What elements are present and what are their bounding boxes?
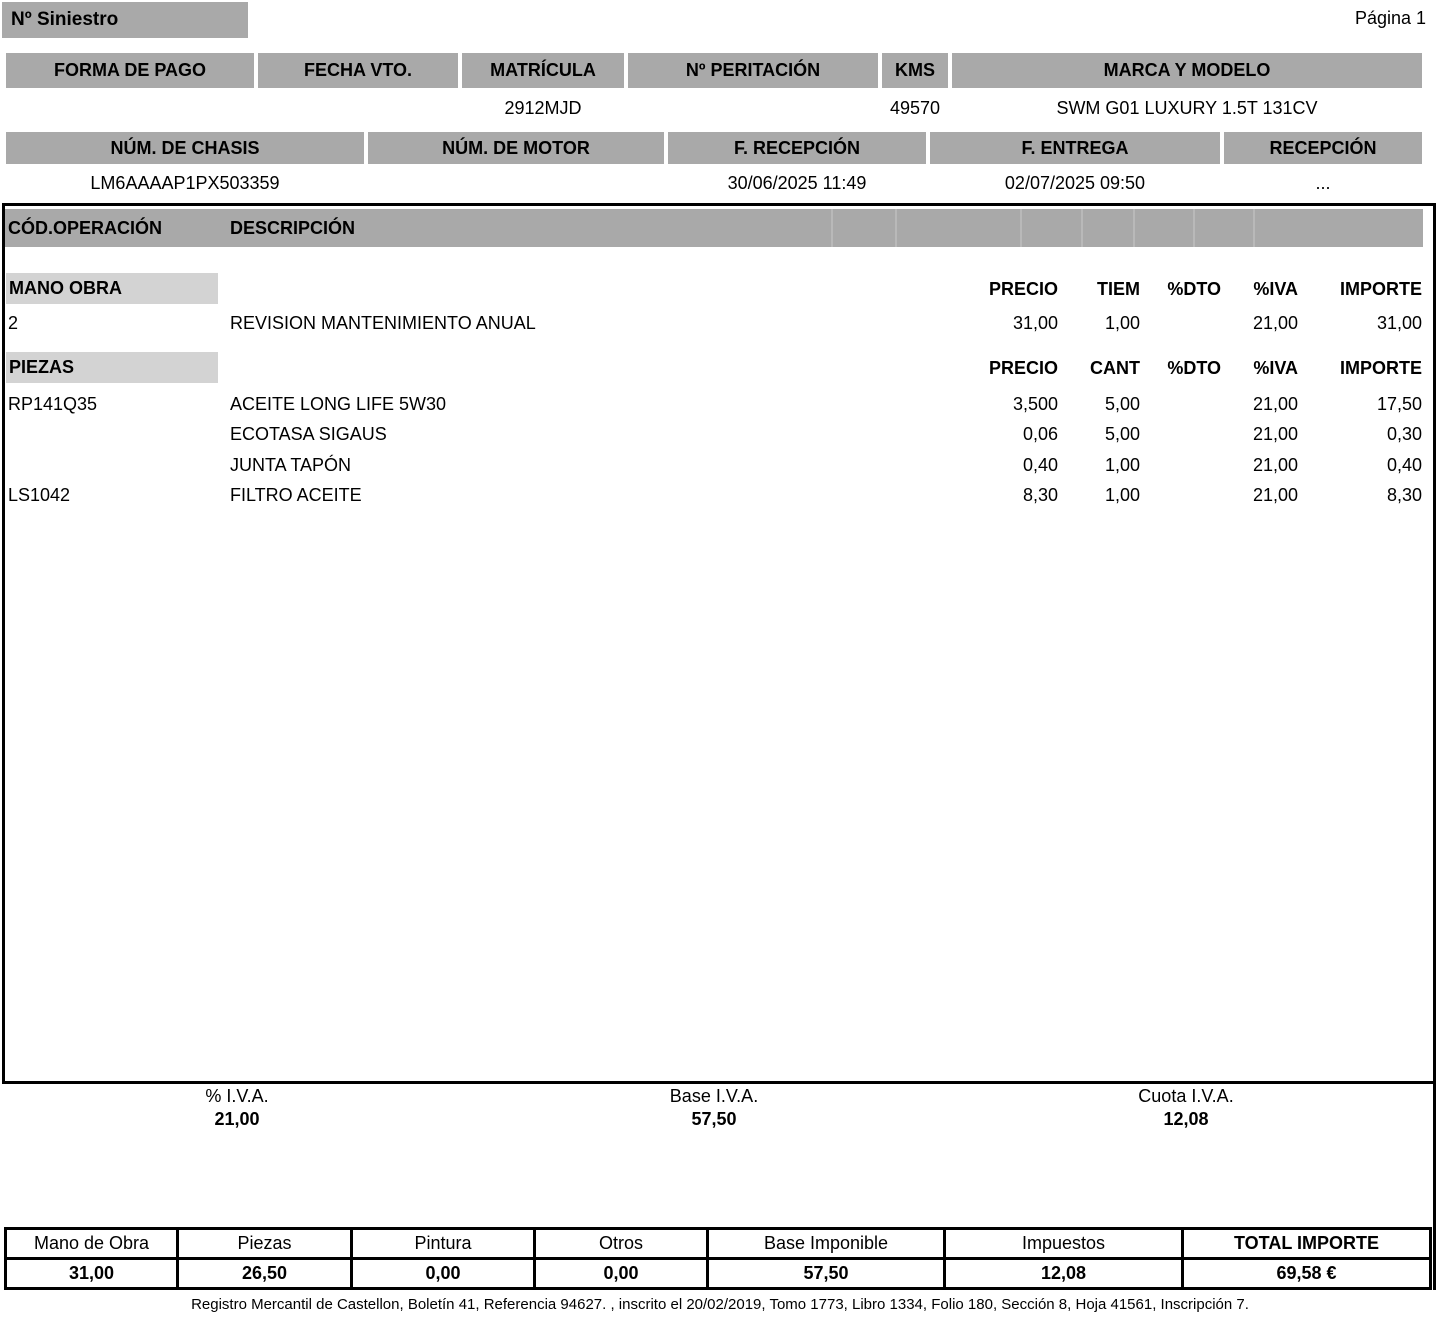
column-divider [1253,209,1255,247]
header-recepcion: RECEPCIÓN [1224,132,1422,164]
col-precio-header: PRECIO [988,358,1058,378]
part-importe: 0,30 [1386,424,1422,444]
part-cant: 5,00 [1104,394,1140,414]
claim-number-badge: Nº Siniestro [2,2,248,38]
header-kms: KMS [882,53,948,88]
iva-cuota-value: 12,08 [1163,1109,1209,1129]
part-code: LS1042 [8,485,71,505]
operation-description: REVISION MANTENIMIENTO ANUAL [230,313,536,333]
part-precio: 0,06 [1022,424,1058,444]
col-importe-header: IMPORTE [1339,358,1422,378]
col-iva-header: %IVA [1253,358,1298,378]
part-precio: 3,500 [1012,394,1058,414]
part-iva: 21,00 [1252,485,1298,505]
totals-table [4,1227,1432,1290]
iva-base-block [594,1086,834,1130]
part-importe: 0,40 [1386,455,1422,475]
column-divider [895,209,897,247]
mano-obra-column-headers [5,275,1433,303]
part-code: RP141Q35 [8,394,98,414]
header-fecha-vto: FECHA VTO. [258,53,458,88]
value-marca-modelo: SWM G01 LUXURY 1.5T 131CV [1056,97,1318,118]
part-importe: 8,30 [1386,485,1422,505]
total-header-pintura: Pintura [353,1230,533,1257]
part-description: FILTRO ACEITE [230,485,362,505]
total-header-base-imponible: Base Imponible [709,1230,943,1257]
total-header-total-importe: TOTAL IMPORTE [1184,1230,1429,1257]
iva-percent-block [117,1086,357,1130]
totals-section [2,1084,1436,1290]
part-cant: 5,00 [1104,424,1140,444]
section-mano-obra: MANO OBRA [6,273,218,304]
part-iva: 21,00 [1252,394,1298,414]
part-row [5,451,1433,479]
header-forma-de-pago: FORMA DE PAGO [6,53,254,88]
part-row [5,481,1433,509]
page-number: Página 1 [1354,8,1426,28]
part-description: JUNTA TAPÓN [230,455,352,475]
part-description: ECOTASA SIGAUS [230,424,387,444]
total-value-impuestos: 12,08 [946,1260,1181,1287]
part-precio: 0,40 [1022,455,1058,475]
value-num-chasis: LM6AAAAP1PX503359 [90,172,280,193]
header-num-peritacion: Nº PERITACIÓN [628,53,878,88]
part-row [5,390,1433,418]
part-description: ACEITE LONG LIFE 5W30 [230,394,447,414]
descripcion-header: DESCRIPCIÓN [230,218,356,238]
col-precio-header: PRECIO [988,279,1058,299]
operation-importe: 31,00 [1376,313,1422,333]
operation-code: 2 [8,313,19,333]
value-matricula: 2912MJD [504,97,582,118]
column-divider [1133,209,1135,247]
col-importe-header: IMPORTE [1339,279,1422,299]
header-matricula: MATRÍCULA [462,53,624,88]
total-value-base-imponible: 57,50 [709,1260,943,1287]
value-f-entrega: 02/07/2025 09:50 [1004,172,1146,193]
operation-precio: 31,00 [1012,313,1058,333]
iva-percent-value: 21,00 [214,1109,260,1129]
header-marca-modelo: MARCA Y MODELO [952,53,1422,88]
col-tiem-header: TIEM [1097,279,1140,299]
header-f-entrega: F. ENTREGA [930,132,1220,164]
part-cant: 1,00 [1104,455,1140,475]
part-importe: 17,50 [1376,394,1422,414]
col-dto-header: %DTO [1167,358,1221,378]
total-value-mano-obra: 31,00 [7,1260,176,1287]
total-value-pintura: 0,00 [353,1260,533,1287]
iva-base-value: 57,50 [691,1109,737,1129]
iva-base-label: Base I.V.A. [669,1086,759,1106]
col-iva-header: %IVA [1253,279,1298,299]
column-divider [1193,209,1195,247]
column-divider [1081,209,1083,247]
part-cant: 1,00 [1104,485,1140,505]
part-precio: 8,30 [1022,485,1058,505]
header-f-recepcion: F. RECEPCIÓN [668,132,926,164]
total-header-mano-obra: Mano de Obra [7,1230,176,1257]
header-num-chasis: NÚM. DE CHASIS [6,132,364,164]
iva-cuota-block [1066,1086,1306,1130]
operations-header-bar [5,209,1423,247]
total-header-impuestos: Impuestos [946,1230,1181,1257]
total-header-otros: Otros [536,1230,706,1257]
total-value-piezas: 26,50 [179,1260,350,1287]
col-dto-header: %DTO [1167,279,1221,299]
total-header-piezas: Piezas [179,1230,350,1257]
part-row [5,420,1433,448]
piezas-column-headers [5,354,1433,382]
value-recepcion: ... [1315,172,1331,193]
part-iva: 21,00 [1252,455,1298,475]
iva-percent-label: % I.V.A. [205,1086,269,1106]
total-value-otros: 0,00 [536,1260,706,1287]
col-cant-header: CANT [1090,358,1140,378]
total-value-total-importe: 69,58 € [1184,1260,1429,1287]
part-iva: 21,00 [1252,424,1298,444]
operation-row [5,309,1433,337]
iva-cuota-label: Cuota I.V.A. [1138,1086,1234,1106]
value-f-recepcion: 30/06/2025 11:49 [727,172,867,193]
column-divider [831,209,833,247]
column-divider [1020,209,1022,247]
header-num-motor: NÚM. DE MOTOR [368,132,664,164]
operations-table [2,203,1436,1084]
value-kms: 49570 [889,97,941,118]
section-piezas: PIEZAS [6,352,218,383]
cod-operacion-header: CÓD.OPERACIÓN [8,218,163,238]
operation-tiem: 1,00 [1104,313,1140,333]
legal-footer: Registro Mercantil de Castellon, Boletín 41, Referencia 94627. , inscrito el 20/02/2019, Tomo 1773, Libro 1334, Folio 180, Sección 8, Hoja 41561, Inscripción 7. [191,1296,1249,1313]
operation-iva: 21,00 [1252,313,1298,333]
